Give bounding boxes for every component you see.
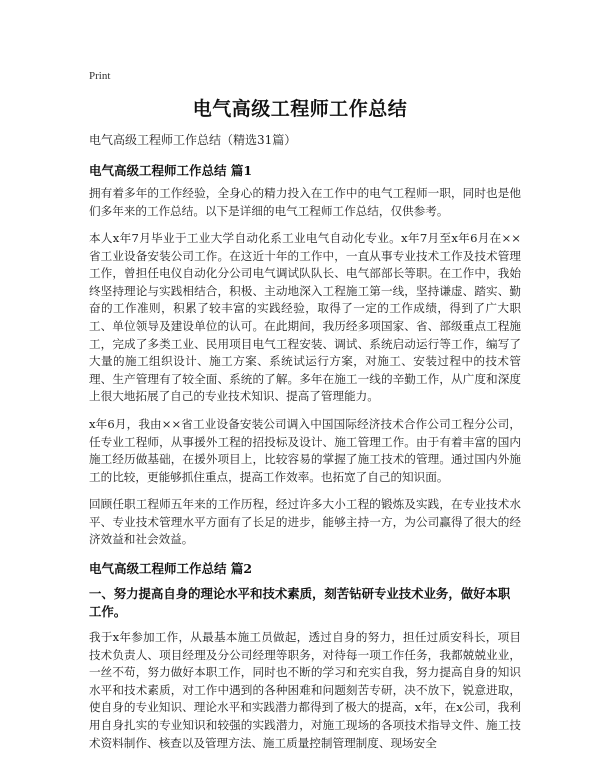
section-heading-1: 电气高级工程师工作总结 篇1 bbox=[89, 163, 253, 178]
section2-paragraph-1: 我于x年参加工作，从最基本施工员做起，透过自身的努力，担任过质安科长，项目技术负责人、项目经理及分公司经理等职务，对待每一项工作任务，我都兢兢业业，一丝不苟，努力做好本职工作，同时也不断的学习和充实自我，努力提高自身的知识水平和技术素质，对工作中遇到的各种困难和问题刻苦专研，决不放下，锐意进取，使自身的专业知识、理论水平和实践潜力都得到了极大的提高，x年，在x公司，我利用自身扎实的专业知识和较强的实践潜力，对施工现场的各项技术指导文件、施工技术资料制作、核查以及管理方法、施工质量控制管理制度、现场安全 bbox=[89, 630, 521, 750]
print-link[interactable]: Print bbox=[89, 70, 111, 82]
section2-subheading: 一、努力提高自身的理论水平和技术素质，刻苦钻研专业技术业务，做好本职工作。 bbox=[89, 586, 511, 619]
section-heading-2: 电气高级工程师工作总结 篇2 bbox=[89, 561, 253, 576]
document-subtitle: 电气高级工程师工作总结（精选31篇） bbox=[89, 133, 297, 147]
section1-paragraph-4: 回顾任职工程师五年来的工作历程，经过许多大小工程的锻炼及实践，在专业技术水平、专业技术管理水平方面有了长足的进步，能够主持一方，为公司赢得了很大的经济效益和社会效益。 bbox=[89, 497, 521, 547]
page-title: 电气高级工程师工作总结 bbox=[192, 98, 408, 120]
section1-paragraph-1: 拥有着多年的工作经验，全身心的精力投入在工作中的电气工程师一职，同时也是他们多年来的工作总结。以下是详细的电气工程师工作总结，仅供参考。 bbox=[89, 186, 521, 218]
section1-paragraph-2: 本人x年7月毕业于工业大学自动化系工业电气自动化专业。x年7月至x年6月在××省工业设备安装公司工作。在这近十年的工作中，一直从事专业技术工作及技术管理工作，曾担任电仪自动化分公司电气调试队队长、电气部部长等职。在工作中，我始终坚持理论与实践相结合，积极、主动地深入工程施工第一线，坚持谦虚、踏实、勤奋的工作准则，积累了较丰富的实践经验，取得了一定的工作成绩，得到了广大职工、单位领导及建设单位的认可。在此期间，我历经多项国家、省、部级重点工程施工，完成了多类工业、民用项目电气工程安装、调试、系统启动运行等工作，编写了大量的施工组织设计、施工方案、系统试运行方案，对施工、安装过程中的技术管理、生产管理有了较全面、系统的了解。多年在施工一线的辛勤工作，从广度和深度上很大地拓展了自己的专业技术知识、提高了管理能力。 bbox=[89, 231, 521, 404]
section1-paragraph-3: x年6月，我由××省工业设备安装公司调入中国国际经济技术合作公司工程分公司，任专业工程师，从事援外工程的招投标及设计、施工管理工作。由于有着丰富的国内施工经历做基础，在援外项目上，比较容易的掌握了施工技术的管理。通过国内外施工的比较，更能够抓住重点，提高工作效率。也拓宽了自己的知识面。 bbox=[89, 417, 521, 484]
